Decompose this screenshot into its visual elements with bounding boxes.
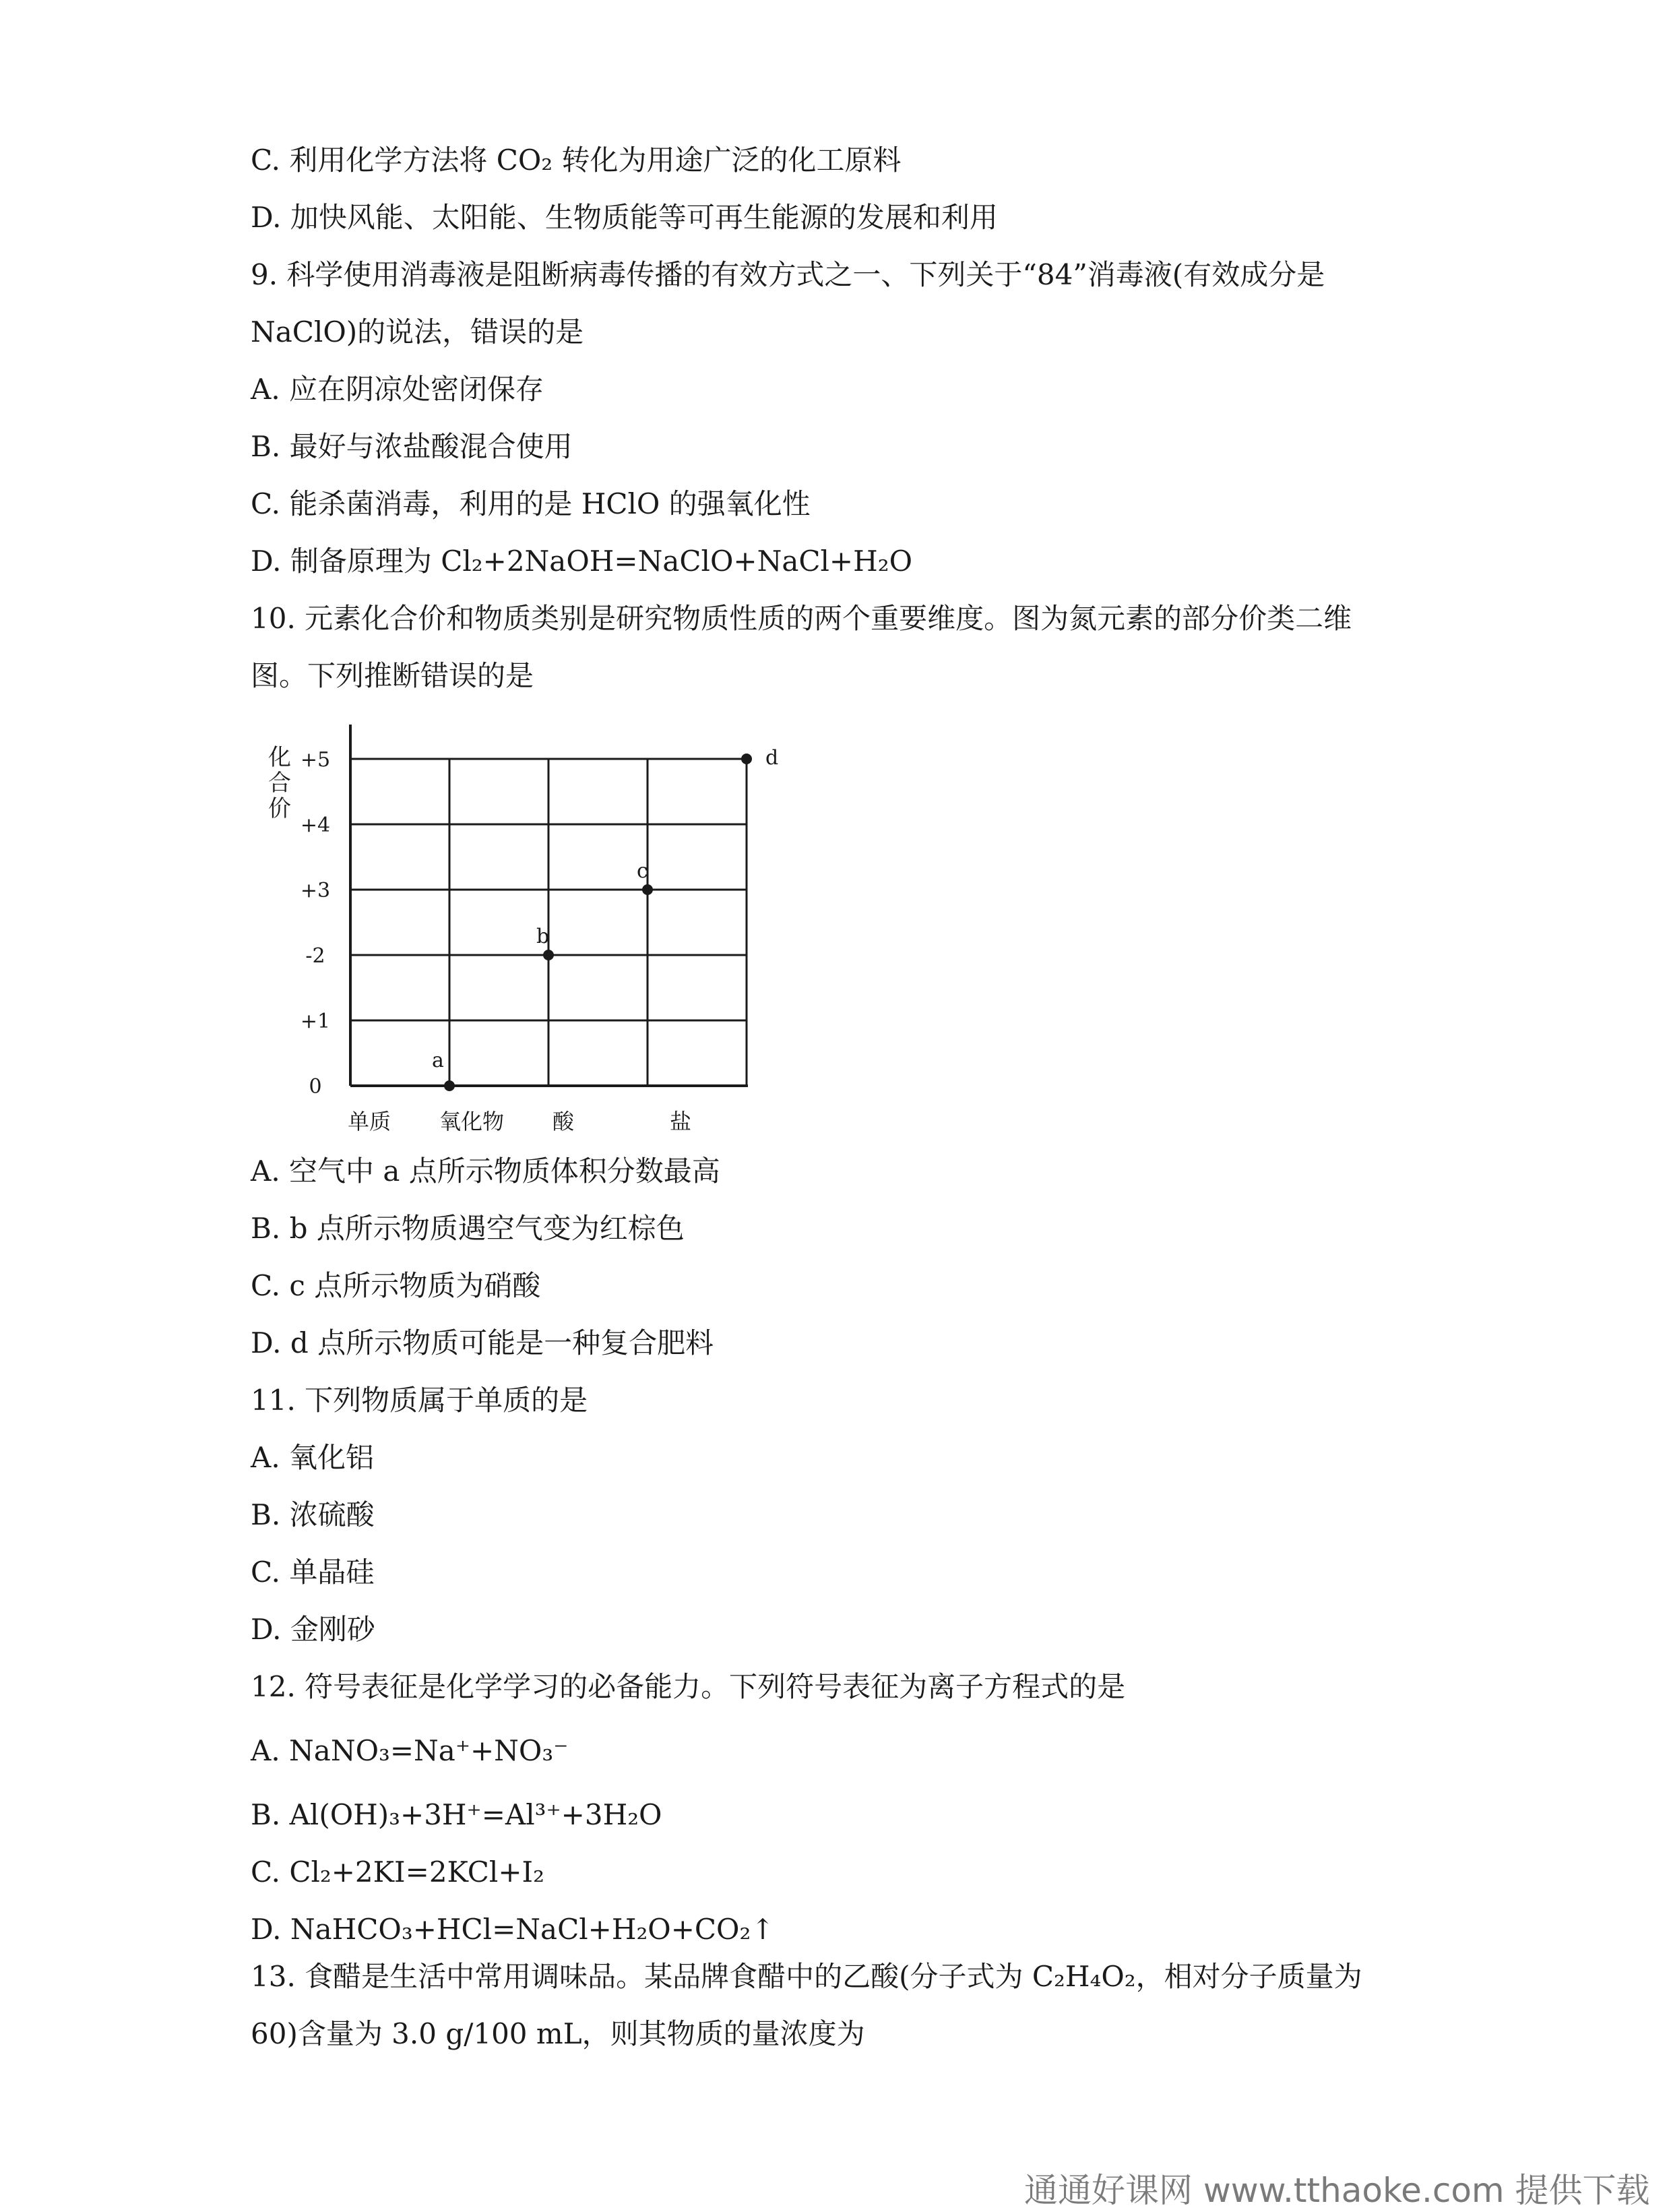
data-point-a: [444, 1080, 455, 1091]
q8-option-d: D. 加快风能、太阳能、生物质能等可再生能源的发展和利用: [251, 201, 998, 234]
data-points: [432, 746, 778, 1091]
footer-watermark: 通通好课网 www.tthaoke.com 提供下载: [1024, 2171, 1650, 2210]
q12-stem: 12. 符号表征是化学学习的必备能力。下列符号表征为离子方程式的是: [251, 1670, 1126, 1703]
q10-option-a: A. 空气中 a 点所示物质体积分数最高: [251, 1155, 720, 1188]
data-point-label-c: c: [637, 859, 648, 883]
q9-option-a: A. 应在阴凉处密闭保存: [251, 373, 544, 406]
y-axis-label-char: 价: [268, 795, 291, 822]
q12-option-a: A. NaNO₃=Na⁺+NO₃⁻: [251, 1734, 569, 1767]
q11-stem: 11. 下列物质属于单质的是: [251, 1384, 588, 1417]
y-axis-label-char: 合: [268, 770, 291, 797]
data-point-label-d: d: [765, 746, 779, 770]
q8-option-c: C. 利用化学方法将 CO₂ 转化为用途广泛的化工原料: [251, 144, 902, 177]
x-tick-label: 氧化物: [439, 1109, 505, 1134]
data-point-label-b: b: [536, 925, 550, 948]
valence-class-chart: [243, 711, 795, 1149]
q10-option-b: B. b 点所示物质遇空气变为红棕色: [251, 1212, 685, 1245]
q9-stem-line2: NaClO)的说法，错误的是: [251, 315, 584, 348]
q12-option-c: C. Cl₂+2KI=2KCl+I₂: [251, 1855, 544, 1888]
data-point-d: [741, 754, 752, 764]
data-point-b: [543, 950, 554, 960]
chart-grid: [350, 759, 747, 1086]
y-tick-label: +3: [300, 879, 331, 902]
y-tick-label: +5: [300, 748, 331, 772]
q11-option-c: C. 单晶硅: [251, 1556, 375, 1589]
q10-stem-line1: 10. 元素化合价和物质类别是研究物质性质的两个重要维度。图为氮元素的部分价类二维: [251, 602, 1352, 635]
q10-stem-line2: 图。下列推断错误的是: [251, 659, 534, 692]
y-axis-label-char: 化: [268, 744, 291, 771]
q10-option-d: D. d 点所示物质可能是一种复合肥料: [251, 1326, 714, 1359]
x-tick-label: 酸: [552, 1109, 575, 1134]
q12-option-b: B. Al(OH)₃+3H⁺=Al³⁺+3H₂O: [251, 1798, 662, 1831]
y-tick-label: 0: [309, 1075, 322, 1099]
q10-option-c: C. c 点所示物质为硝酸: [251, 1269, 541, 1302]
q9-option-c: C. 能杀菌消毒，利用的是 HClO 的强氧化性: [251, 487, 811, 520]
q9-option-d: D. 制备原理为 Cl₂+2NaOH=NaClO+NaCl+H₂O: [251, 545, 913, 578]
data-point-c: [642, 884, 653, 895]
q12-option-d: D. NaHCO₃+HCl=NaCl+H₂O+CO₂↑: [251, 1913, 775, 1946]
x-tick-labels: [348, 1109, 691, 1134]
q13-stem-line1: 13. 食醋是生活中常用调味品。某品牌食醋中的乙酸(分子式为 C₂H₄O₂，相对分子质量为: [251, 1960, 1362, 1993]
y-tick-label: +4: [300, 813, 331, 837]
q11-option-a: A. 氧化铝: [251, 1441, 375, 1474]
q13-stem-line2: 60)含量为 3.0 g/100 mL，则其物质的量浓度为: [251, 2017, 865, 2050]
q11-option-b: B. 浓硫酸: [251, 1498, 375, 1531]
q9-option-b: B. 最好与浓盐酸混合使用: [251, 430, 573, 463]
y-tick-label: +1: [300, 1010, 331, 1033]
y-tick-label: -2: [305, 944, 325, 968]
x-tick-label: 单质: [347, 1109, 391, 1134]
q11-option-d: D. 金刚砂: [251, 1613, 375, 1646]
x-tick-label: 盐: [669, 1109, 692, 1134]
q9-stem-line1: 9. 科学使用消毒液是阻断病毒传播的有效方式之一、下列关于“84”消毒液(有效成分是: [251, 258, 1325, 291]
y-axis-label: [268, 744, 291, 822]
y-tick-labels: [301, 748, 330, 1099]
data-point-label-a: a: [432, 1049, 444, 1072]
